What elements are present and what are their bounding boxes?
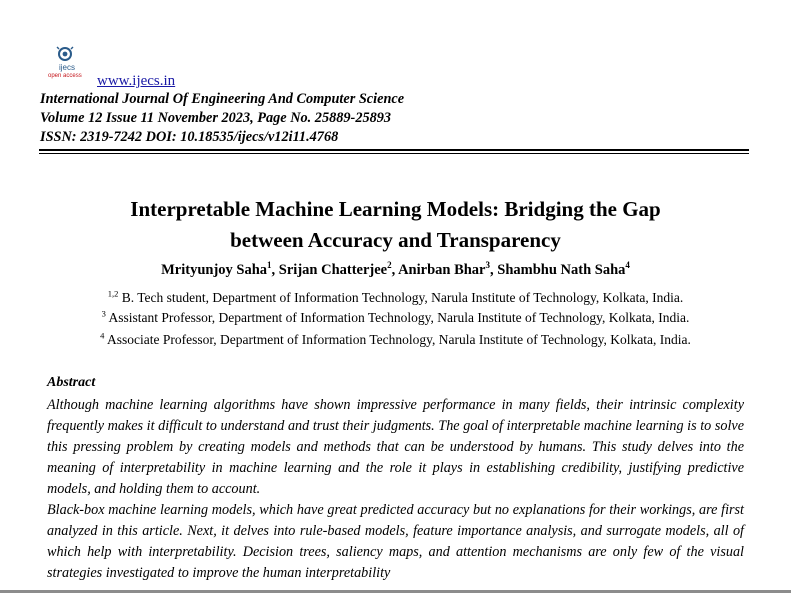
affiliation-mark: 4 [100,330,105,341]
journal-website-link[interactable]: www.ijecs.in [97,73,176,89]
affiliation-text: B. Tech student, Department of Information Technology, Narula Institute of Technology, Kolkata, India. [118,290,684,305]
abstract-heading: Abstract [47,375,96,390]
author-name: Anirban Bhar [398,262,486,278]
journal-logo [45,46,93,82]
author-separator: , [490,262,498,278]
paper-title-line-2: between Accuracy and Transparency [230,228,561,252]
author-name: Shambhu Nath Saha [497,262,626,278]
author-separator: , [271,262,279,278]
author-mark: 4 [625,260,630,271]
author-name: Srijan Chatterjee [278,262,388,278]
affiliation-text: Associate Professor, Department of Information Technology, Narula Institute of Technology, Kolkata, India. [104,332,691,347]
affiliation-mark: 3 [101,308,106,319]
affiliation-1 [40,290,751,306]
author-mark: 3 [485,260,490,271]
issn-doi-line: ISSN: 2319-7242 DOI: 10.18535/ijecs/v12i11.4768 [40,129,339,145]
affiliation-2 [40,310,751,326]
affiliation-text: Assistant Professor, Department of Information Technology, Narula Institute of Technology, Kolkata, India. [105,310,690,325]
author-separator: , [391,262,399,278]
logo-word: ijecs [59,63,76,72]
author-mark: 2 [387,260,392,271]
abstract-body [47,395,744,584]
abstract-paragraph: Black-box machine learning models, which have great predicted accuracy but no explanations for their workings, are first analyzed in this article. Next, it delves into rule-based models, feature importance analysis, and surrogate models, all of which help with interpretability. Decision trees, saliency maps, and attention mechanisms are only few of the visual strategies investigated to improve the human interpretability [47,502,744,581]
volume-line: Volume 12 Issue 11 November 2023, Page No. 25889-25893 [40,110,392,126]
journal-name: International Journal Of Engineering And Computer Science [40,91,405,107]
author-mark: 1 [267,260,272,271]
author-list [40,262,751,279]
header-rule-thick [39,149,749,151]
author-name: Mrityunjoy Saha [161,262,268,278]
paper-title-line-1: Interpretable Machine Learning Models: Bridging the Gap [130,197,661,221]
affiliation-3 [40,332,751,348]
abstract-paragraph: Although machine learning algorithms have shown impressive performance in many fields, their intrinsic complexity frequently makes it difficult to understand and trust their judgments. The goal of interpretable machine learning is to solve this pressing problem by creating models and methods that can be understood by humans. This study delves into the meaning of interpretability in machine learning and the role it plays in establishing credibility, justifying predictive models, and holding them to account. [47,397,744,497]
logo-tagline: open access [48,73,82,79]
header-rule-thin [39,153,749,154]
affiliation-mark: 1,2 [107,288,119,299]
